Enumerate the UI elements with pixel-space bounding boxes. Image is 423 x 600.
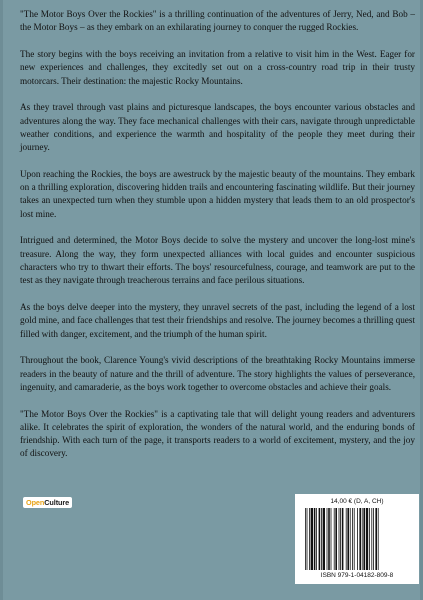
description-paragraph-1: "The Motor Boys Over the Rockies" is a thrilling continuation of the adventures of Jerry, Ned, and Bob – the Motor Boys – as they embark on an exhilarating journey to conquer the rugged Rockies. [20, 9, 415, 33]
barcode-label [295, 494, 419, 584]
publisher-logo-culture: Culture [44, 498, 70, 507]
description-paragraph-2: The story begins with the boys receiving an invitation from a relative to visit him in the West. Eager for new experiences and challenges, they excitedly set out on a cross-country road trip in their trusty motorcars. Their destination: the majestic Rocky Mountains. [20, 48, 415, 86]
book-description [20, 8, 415, 461]
publisher-logo-open: Open [26, 498, 45, 507]
isbn-label: ISBN 979-1-04182-809-8 [320, 572, 394, 579]
description-paragraph-3: As they travel through vast plains and picturesque landscapes, the boys encounter various obstacles and adventures along the way. They face mechanical challenges with their cars, navigate through unpredictable weather conditions, and experience the warmth and hospitality of the people they meet during their journey. [20, 102, 415, 153]
publisher-logo [23, 497, 72, 508]
description-paragraph-6: As the boys delve deeper into the mystery, they unravel secrets of the past, including the legend of a lost gold mine, and face challenges that test their friendships and resolve. The journey becomes a thrilling quest filled with danger, excitement, and the triumph of the human spirit. [20, 302, 415, 339]
description-paragraph-5: Intrigued and determined, the Motor Boys decide to solve the mystery and uncover the long-lost mine's treasure. Along the way, they form unexpected alliances with local guides and encounter suspicious characters who try to thwart their efforts. The boys' resourcefulness, courage, and teamwork are put to the test as they navigate through treacherous terrains and face perilous situations. [20, 235, 415, 286]
barcode-icon [303, 508, 411, 570]
price-label: 14,00 € (D, A, CH) [330, 498, 384, 505]
description-paragraph-8: "The Motor Boys Over the Rockies" is a captivating tale that will delight young readers and adventurers alike. It celebrates the spirit of exploration, the wonders of the natural world, and the enduring bonds of friendship. With each turn of the page, it transports readers to a world of excitement, mystery, and the joy of discovery. [20, 408, 415, 459]
description-paragraph-7: Throughout the book, Clarence Young's vivid descriptions of the breathtaking Rocky Mountains immerse readers in the beauty of nature and the thrill of adventure. The story highlights the values of perseverance, ingenuity, and camaraderie, as the boys work together to overcome obstacles and achieve their goals. [20, 355, 415, 392]
description-paragraph-4: Upon reaching the Rockies, the boys are awestruck by the majestic beauty of the mountains. They embark on a thrilling exploration, discovering hidden trails and encountering fascinating wildlife. But their journey takes an unexpected turn when they stumble upon a hidden mystery that leads them to an old prospector's lost mine. [20, 168, 415, 219]
